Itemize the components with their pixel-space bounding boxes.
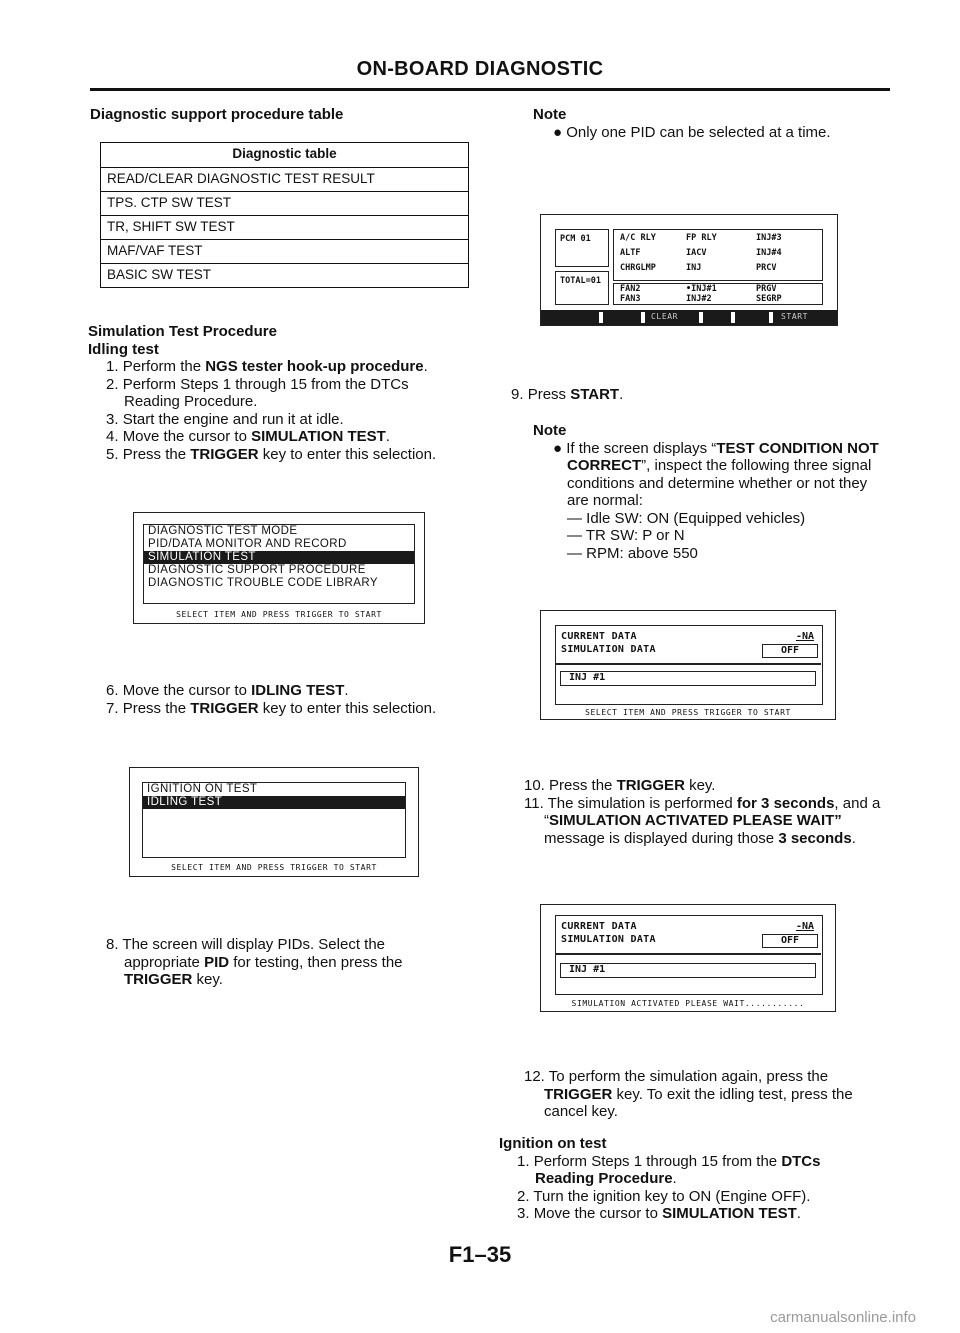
idling-title: Idling test <box>88 340 159 358</box>
section-title: Diagnostic support procedure table <box>90 106 344 123</box>
step-bold: for 3 seconds <box>736 794 835 812</box>
step-text: Move the cursor to <box>533 1205 663 1222</box>
step-item <box>502 777 892 795</box>
step-number: 11. <box>524 794 548 812</box>
step-bold: START <box>570 386 620 403</box>
tester-screen-idling-menu <box>129 767 419 877</box>
page-header-title: ON-BOARD DIAGNOSTIC <box>356 58 604 80</box>
pid-item[interactable]: INJ#4 <box>756 248 782 258</box>
pid-grid-top <box>613 229 823 281</box>
step-bold: PID <box>204 953 230 971</box>
step-eight <box>88 936 428 989</box>
inj-field[interactable]: INJ #1 <box>560 963 816 978</box>
note-title: Note <box>533 106 567 123</box>
step-number: 12. <box>524 1068 549 1085</box>
simulation-wait-screen <box>540 904 836 1012</box>
divider <box>556 953 821 955</box>
screen-footer: SELECT ITEM AND PRESS TRIGGER TO START <box>176 610 382 619</box>
key-mark <box>731 312 735 323</box>
pid-item[interactable]: INJ <box>686 263 702 273</box>
pid-item[interactable]: ALTF <box>620 248 641 258</box>
step-text: Press the <box>549 777 617 794</box>
step-text: . <box>796 1205 801 1222</box>
pid-row <box>620 233 816 248</box>
current-data-label: CURRENT DATA <box>561 921 637 932</box>
screen-footer: SELECT ITEM AND PRESS TRIGGER TO START <box>171 863 377 872</box>
step-bold: TRIGGER <box>190 445 259 463</box>
diagnostic-table <box>100 142 469 288</box>
step-text: . <box>385 428 390 445</box>
step-text: key to enter this selection. <box>258 445 437 463</box>
menu-list <box>143 524 415 604</box>
step-text: message is displayed during those <box>544 829 779 847</box>
note-one <box>533 106 893 141</box>
step-bold: SIMULATION TEST <box>251 428 386 445</box>
step-text: . <box>619 386 624 403</box>
off-value-box[interactable]: OFF <box>762 644 818 658</box>
pid-item[interactable]: FP RLY <box>686 233 717 243</box>
screen-footer: SELECT ITEM AND PRESS TRIGGER TO START <box>585 708 791 717</box>
step-item <box>499 1153 879 1188</box>
simulation-data-label: SIMULATION DATA <box>561 644 656 655</box>
note-title: Note <box>533 422 567 439</box>
pid-selection-screen <box>540 214 838 326</box>
step-number: 4. <box>106 428 123 445</box>
idling-steps <box>88 358 458 463</box>
step-number: 10. <box>524 777 550 794</box>
step-item <box>499 1188 879 1206</box>
step-text: . <box>423 358 428 375</box>
note-text <box>533 440 883 510</box>
pid-row <box>620 294 816 304</box>
step-item <box>499 1205 879 1223</box>
ignition-on-test <box>499 1135 879 1223</box>
screen-footer: SIMULATION ACTIVATED PLEASE WAIT........... <box>571 999 805 1008</box>
step-number: 8. <box>106 936 123 953</box>
pid-item[interactable]: IACV <box>686 248 707 258</box>
pid-item[interactable]: INJ#2 <box>686 294 712 304</box>
current-data-label: CURRENT DATA <box>561 631 637 642</box>
step-text: The screen will display PIDs. Select the appropriate <box>122 936 386 971</box>
simulation-procedure <box>88 323 458 463</box>
condition-item: — RPM: above 550 <box>567 544 698 562</box>
step-bold: TRIGGER <box>544 1085 613 1103</box>
condition-item: — TR SW: P or N <box>567 527 685 544</box>
menu-list <box>142 782 406 858</box>
step-text: , and a “ <box>544 794 881 829</box>
step-item <box>88 411 458 429</box>
step-item <box>88 682 458 700</box>
pid-grid-bottom <box>613 283 823 305</box>
step-text: for testing, then press the <box>229 953 403 971</box>
step-number: 1. <box>517 1152 534 1170</box>
step-item <box>502 795 892 848</box>
tester-screen-menu <box>133 512 425 624</box>
table-row: MAF/VAF TEST <box>101 239 468 263</box>
step-bold: IDLING TEST <box>251 682 345 699</box>
menu-item[interactable]: SIMULATION TEST <box>144 551 414 564</box>
divider <box>556 663 821 665</box>
step-bold: TRIGGER <box>616 777 685 794</box>
note-two <box>533 422 883 562</box>
step-text: Press the <box>122 445 191 463</box>
pid-item[interactable]: •INJ#1 <box>686 284 717 294</box>
note-bold: TEST CONDITION NOT CORRECT <box>567 439 879 474</box>
header-rule <box>90 88 890 91</box>
step-number: 5. <box>106 445 123 463</box>
note-text-part: If the screen displays “ <box>566 439 717 457</box>
step-item <box>88 358 458 376</box>
idling-steps-b <box>88 682 458 717</box>
step-text: The simulation is performed <box>547 794 737 812</box>
step-text: To perform the simulation again, press the <box>548 1068 829 1085</box>
step-text: key. <box>192 971 223 988</box>
step-item <box>88 936 428 989</box>
table-row: READ/CLEAR DIAGNOSTIC TEST RESULT <box>101 167 468 191</box>
step-text: Perform Steps 1 through 15 from the <box>533 1152 782 1170</box>
step-text: key to enter this selection. <box>258 699 437 717</box>
step-bold: TRIGGER <box>124 971 193 988</box>
step-bold: DTCs Reading Procedure <box>535 1152 821 1187</box>
step-twelve <box>502 1068 882 1121</box>
steps-six-seven <box>88 682 458 717</box>
menu-item[interactable]: DIAGNOSTIC SUPPORT PROCEDURE <box>148 564 366 576</box>
step-number: 2. <box>517 1187 534 1205</box>
na-value: -NA <box>795 921 814 932</box>
page-number: F1–35 <box>448 1242 512 1267</box>
step-text: . <box>672 1170 677 1187</box>
soft-key-bar <box>541 310 837 325</box>
step-text: . <box>344 682 349 699</box>
step-item <box>88 376 458 411</box>
step-text: Move the cursor to <box>122 428 252 445</box>
pid-row <box>620 263 816 278</box>
step-item <box>502 1068 882 1121</box>
step-item <box>88 428 458 446</box>
data-panel <box>555 915 823 995</box>
pid-item[interactable]: PRGV <box>756 284 777 294</box>
step-text: Perform Steps 1 through 15 from the DTCs Reading Procedure. <box>122 375 409 410</box>
step-number: 7. <box>106 699 123 717</box>
start-button[interactable]: START <box>781 312 809 321</box>
clear-button[interactable]: CLEAR <box>651 312 679 321</box>
step-number: 6. <box>106 682 123 699</box>
pid-item[interactable]: SEGRP <box>756 294 782 304</box>
pid-item[interactable]: FAN3 <box>620 294 641 304</box>
step-bold: 3 seconds <box>778 829 852 847</box>
key-mark <box>699 312 703 323</box>
na-value: -NA <box>795 631 814 642</box>
step-item <box>88 446 458 464</box>
step-bold: SIMULATION ACTIVATED PLEASE WAIT” <box>549 812 842 829</box>
simulation-data-screen <box>540 610 836 720</box>
step-number: 3. <box>517 1205 534 1222</box>
step-text: Start the engine and run it at idle. <box>122 410 344 428</box>
step-item <box>88 700 458 718</box>
step-item <box>511 386 871 404</box>
pid-item[interactable]: A/C RLY <box>620 233 656 243</box>
menu-item[interactable]: DIAGNOSTIC TROUBLE CODE LIBRARY <box>148 577 378 589</box>
note-text: ● Only one PID can be selected at a time. <box>553 123 831 141</box>
step-text: Press <box>527 386 571 403</box>
key-mark <box>769 312 773 323</box>
ignition-steps <box>499 1153 879 1223</box>
menu-item[interactable]: DIAGNOSTIC TEST MODE <box>148 525 298 537</box>
steps-ten-eleven <box>502 777 892 847</box>
pid-item[interactable]: INJ#3 <box>756 233 782 243</box>
step-number: 3. <box>106 410 123 428</box>
off-value-box[interactable]: OFF <box>762 934 818 948</box>
menu-item[interactable]: IDLING TEST <box>143 796 405 809</box>
step-nine <box>511 386 871 404</box>
total-cell: TOTAL=01 <box>555 271 609 305</box>
pid-item[interactable]: FAN2 <box>620 284 641 294</box>
condition-item: — Idle SW: ON (Equipped vehicles) <box>567 509 806 527</box>
key-mark <box>599 312 603 323</box>
note-text-part: ”, inspect the following three signal conditions and determine whether or not they are normal: <box>567 457 872 509</box>
pid-item[interactable]: PRCV <box>756 263 777 273</box>
step-number: 1. <box>106 358 123 375</box>
menu-item[interactable]: IGNITION ON TEST <box>147 783 258 795</box>
inj-field[interactable]: INJ #1 <box>560 671 816 686</box>
table-row: BASIC SW TEST <box>101 263 468 287</box>
pid-row <box>620 284 816 294</box>
step-bold: NGS tester hook-up procedure <box>205 358 424 375</box>
step-text: Perform the <box>122 358 206 375</box>
step-text: Move the cursor to <box>122 682 252 699</box>
table-header: Diagnostic table <box>232 146 337 161</box>
bullet-glyph: ● <box>553 439 567 457</box>
simulation-title: Simulation Test Procedure <box>88 323 277 340</box>
pcm-cell: PCM 01 <box>555 229 609 267</box>
simulation-data-label: SIMULATION DATA <box>561 934 656 945</box>
pid-row <box>620 248 816 263</box>
menu-item[interactable]: PID/DATA MONITOR AND RECORD <box>148 538 347 550</box>
step-text: key. To exit the idling test, press the cancel key. <box>544 1085 853 1120</box>
key-mark <box>641 312 645 323</box>
step-number: 2. <box>106 375 123 393</box>
data-panel <box>555 625 823 705</box>
step-text: Press the <box>122 699 191 717</box>
pid-item[interactable]: CHRGLMP <box>620 263 656 273</box>
watermark: carmanualsonline.info <box>770 1309 916 1326</box>
step-text: key. <box>684 777 716 794</box>
step-text: Turn the ignition key to ON (Engine OFF). <box>533 1187 811 1205</box>
step-number: 9. <box>511 386 528 403</box>
table-row: TR, SHIFT SW TEST <box>101 215 468 239</box>
ignition-title: Ignition on test <box>499 1135 607 1152</box>
table-row: TPS. CTP SW TEST <box>101 191 468 215</box>
step-bold: TRIGGER <box>190 699 259 717</box>
step-bold: SIMULATION TEST <box>662 1205 797 1222</box>
step-text: . <box>851 829 856 847</box>
